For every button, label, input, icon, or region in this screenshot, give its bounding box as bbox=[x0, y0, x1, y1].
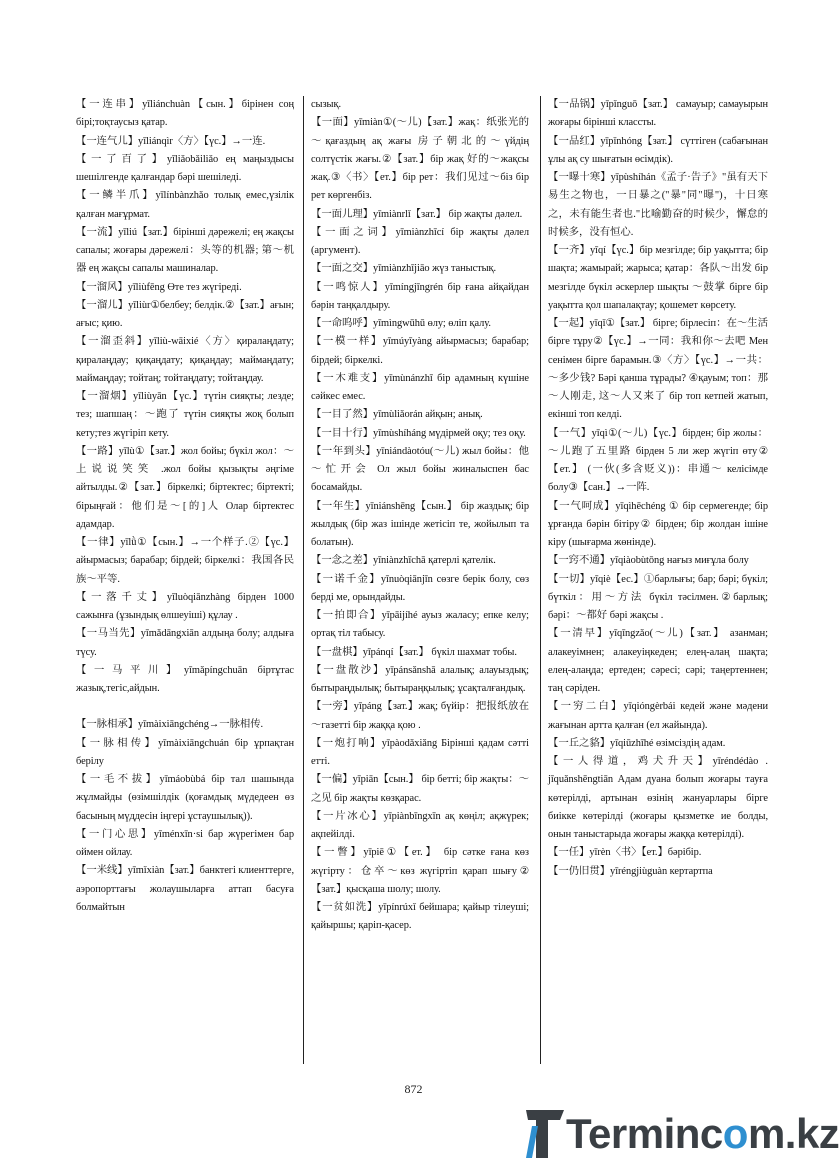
dictionary-entry: 【一连串】yīliánchuàn【сын.】бірінен соң бірі;тоқтаусыз қатар. bbox=[76, 99, 294, 129]
dictionary-entry: 【一溜风】yīliùfēng Өте тез жүгіреді. bbox=[76, 281, 242, 293]
dictionary-entry: 【一拍即合】yīpāijíhé ауыз жаласу; епке келу; ортақ тіл табысу. bbox=[311, 610, 529, 640]
dictionary-entry: 【一品红】yīpǐnhóng【зат.】 сүттіген (сабағынан ұлы ақ су шығатын өсімдік). bbox=[548, 135, 768, 165]
dictionary-entry: 【一穷二白】yīqióngèrbái кедей және мәдени жағынан артта қалған (ел жайында). bbox=[548, 701, 768, 731]
dictionary-entry: 【一任】yīrèn〈书〉【ет.】бәрібір. bbox=[548, 847, 702, 859]
dictionary-entry: 【一溜歪斜】yīliù-wāixié〈方〉қиралаңдату; қиралаңдау; қиқаңдату; қиқаңдау; маймаңдату; маймаңдау; тойтаң; тойтаңдату; тойтаңдау. bbox=[76, 336, 294, 384]
dictionary-column-left bbox=[76, 96, 294, 1068]
dictionary-entry: 【一脉相传】yīmàixiāngchuán бір ұрпақтан берілу bbox=[76, 737, 294, 767]
dictionary-entry: 【一米线】yīmǐxiàn【зат.】банктегі клиенттерге, аэропорттағы жолаушыларға аттап басуға болмайтын bbox=[76, 865, 294, 913]
dictionary-entry: 【一马当先】yīmǎdāngxiān алдыңа болу; алдыға түсу. bbox=[76, 628, 294, 658]
dictionary-entry: 【一落千丈】yīluòqiānzhàng бірден 1000 сажынға (ұзындық өлшеуіші) құлау . bbox=[76, 591, 294, 621]
dictionary-entry: 【一鳞半爪】yīlínbànzhǎo толық емес,үзілік қалған мағұрмат. bbox=[76, 190, 294, 220]
dictionary-entry: 【一面儿理】yīmiànrlǐ【зат.】 бір жақты дәлел. bbox=[311, 208, 523, 220]
logo-t-icon bbox=[522, 1106, 566, 1162]
dictionary-entry: 【一路】yīlù①【зат.】жол бойы; бүкіл жол：～上说说笑笑 .жол бойы қызықты әңгіме айтылды.②【зат.】біркелкі; біртектес; біртекті; бірыңғай：他们是～[的]人 Олар біртектес адамдар. bbox=[76, 445, 294, 530]
column-divider bbox=[303, 96, 304, 1064]
dictionary-entry: 【一瞥】yīpiē①【ет.】 бір сәтке ғана көз жүгірту：仓卒～көз жүгіртіп қарап шығу②【зат.】қысқаша шолу; шолу. bbox=[311, 847, 529, 895]
dictionary-entry: 【一曝十寒】yīpùshíhán《孟子·告子》"虽有天下易生之物也，一日暴之("暴"同"曝")，十日寒之，未有能生者也."比喻勤奋的时候少，懈怠的时候多，没有恒心. bbox=[548, 172, 768, 238]
dictionary-entry: 【一气】yīqì①(～儿)【үс.】бірден; бір жолы：～儿跑了五里路 бірден 5 ли жер жүгіп өту②【ет.】 (一伙(多含贬义))：串通～ келісімде болу③【сан.】→一阵. bbox=[548, 427, 768, 494]
dictionary-entry: 【一气呵成】yīqìhēchéng ① бір сермегенде; бір ұрғанда бәрін бітіру② бірден; бір жолдан ішіне кіру (шығарма жөнінде). bbox=[548, 500, 768, 548]
dictionary-entry: 【一旁】yīpáng【зат.】жақ; бүйір：把报纸放在～газетті бір жаққа қою . bbox=[311, 701, 529, 731]
dictionary-entry: 【一诺千金】yīnuòqiānjīn сөзге берік болу, сөз берді ме, орындайды. bbox=[311, 573, 529, 603]
dictionary-entry: 【一盘散沙】yīpánsǎnshā алалық; алауыздық; бытыраңдылық; бытыраңқылық; ұсақталғандық. bbox=[311, 664, 529, 694]
dictionary-entry: 【一毛不拔】yīmáobùbá бір тал шашында жұлмайды (өзімшілдік (қоғамдық мүдедеен өз басының мүддесін іңгері ұстаушылық)). bbox=[76, 774, 294, 822]
dictionary-entry: 【一脉相承】yīmàixiāngchéng→一脉相传. bbox=[76, 719, 264, 731]
dictionary-entry: 【一马平川】yīmǎpíngchuān біртұтас жазық,тегіс,айдын. bbox=[76, 664, 294, 694]
dictionary-entry: 【一贫如洗】yīpínrúxǐ бейшара; қайыр тілеуші; қайыршы; қаріп-қасер. bbox=[311, 902, 529, 932]
dictionary-entry: 【一面之词】yīmiànzhīcí бір жақты дәлел (аргумент). bbox=[311, 226, 529, 256]
dictionary-entry: 【一律】yīlǜ①【сын.】→一个样子.②【үс.】айырмасыз; барабар; бірдей; біркелкі：我国各民族～平等. bbox=[76, 537, 294, 585]
dictionary-entry: 【一流】yīliú【зат.】бірінші дәрежелі; ең жақсы сапалы; жоғары дәрежелі：头等的机器; 第～机器 ең жақсы сапалы машиналар. bbox=[76, 226, 294, 275]
dictionary-entry: 【一品锅】yīpǐnguō【зат.】 самауыр; самауырын жоғары бірінші класcты. bbox=[548, 99, 768, 129]
dictionary-entry: сызық. bbox=[311, 99, 342, 110]
dictionary-entry: 【一窍不通】yīqiàobùtōng нағыз миғұла болу bbox=[548, 555, 749, 567]
dictionary-entry: 【一清早】yīqīngzǎo(～儿)【зат.】 азанман; алакеуімнен; алакеуіңкеден; елең-алаң шақта; елең-алаңда; ертеден; сәресі; сәрі; таңертеннен; таң сәріден. bbox=[548, 628, 768, 694]
dictionary-entry: 【一溜烟】yīliùyān【үс.】түтін сияқты; лезде; тез; шапшаң：～跑了 түтін сияқты жоқ болып кету;тез жүгіріп кету. bbox=[76, 391, 294, 439]
dictionary-entry: 【一齐】yīqí【үс.】бір мезгілде; бір уақытта; бір шақта; жамырай; жарыса; қатар：各队～出发 бір мезгілде бүкіл әскерлер шықты ～鼓掌 бірге бір уақытта қол шапалақтау; қошемет көрсету. bbox=[548, 245, 768, 311]
dictionary-entry: 【一偏】yīpiān【сын.】 бір бетті; бір жақты：～之见 бір жақты көзқарас. bbox=[311, 774, 529, 804]
dictionary-entry: 【一连气儿】yīliánqìr〈方〉【үс.】→一连. bbox=[76, 135, 266, 147]
dictionary-entry: 【一年生】yīniánshēng【сын.】 бір жаздық; бір жылдық (бір жаз ішінде жетісіп те, жойылып та болатын). bbox=[311, 500, 529, 548]
termincom-logo bbox=[522, 1106, 839, 1162]
dictionary-entry: 【一炮打响】yīpàodǎxiǎng Бірінші қадам сәтті етті. bbox=[311, 737, 529, 767]
dictionary-entry: 【一仍旧贯】yīréngjiùguàn кертартпа bbox=[548, 865, 713, 877]
dictionary-column-right bbox=[548, 96, 768, 1068]
dictionary-entry: 【一目十行】yīmùshíháng мүдірмей оқу; тез оқу. bbox=[311, 427, 526, 439]
dictionary-entry: 【一盘棋】yīpánqí【зат.】 бүкіл шахмат тобы. bbox=[311, 646, 517, 658]
dictionary-entry: 【一模一样】yīmúyīyàng айырмасыз; барабар; бірдей; біркелкі. bbox=[311, 336, 529, 366]
dictionary-entry: 【一溜儿】yīliùr①белбеу; белдік.②【зат.】ағын; ағыс; қию. bbox=[76, 299, 294, 329]
dictionary-entry: 【一切】yīqiè【ес.】①барлығы; бар; бәрі; бүкіл; бүткіл：用～方法 бүкіл тәсілмен.②барлық; бәрі：～都好 бәрі жақсы . bbox=[548, 573, 768, 621]
dictionary-entry: 【一片冰心】yīpiànbīngxīn ақ көңіл; ақжүрек; ақпейілді. bbox=[311, 810, 529, 840]
dictionary-entry: 【一面】yīmiàn①(～儿)【зат.】жақ：纸张光的～қағаздың ақ жағы 房子朝北的～үйдің солтүстік жағы.②【зат.】бір жақ 好的～жақсы жақ.③〈书〉【ет.】бір рет：我们见过～біз бір рет көргенбіз. bbox=[311, 117, 529, 202]
dictionary-entry: 【一木难支】yīmùnánzhī бір адамның күшіне сәйкес емес. bbox=[311, 372, 529, 402]
dictionary-entry: 【一年到头】yīniándàotóu(～儿) жыл бойы：他～忙开会 Ол жыл бойы жиналыспен бас босамайды. bbox=[311, 445, 529, 494]
dictionary-entry: 【一丘之貉】yīqiūzhīhé өзімсіздің адам. bbox=[548, 737, 726, 749]
dictionary-entry: 【一起】yīqǐ①【зат.】 бірге; бірлесіп：在～生活 бірге тұру②【үс.】→一同：我和你～去吧 Мен сенімен бірге барамын.③〈方〉【үс.】→一共：～多少钱? Бәрі қанша тұрады? ④қауым; топ：那～人刚走, 这～人又来了 бір топ кетпей жатып, екінші топ келді. bbox=[548, 318, 768, 421]
dictionary-entry: 【一门心思】yīménxīn·si бар жүрегімен бар оймен ойлау. bbox=[76, 828, 294, 858]
column-divider bbox=[540, 96, 541, 1064]
dictionary-entry: 【一命呜呼】yīmìngwūhū өлу; өліп қалу. bbox=[311, 318, 491, 329]
page-number: 872 bbox=[404, 1082, 423, 1096]
dictionary-column-middle bbox=[311, 96, 529, 1068]
dictionary-entry: 【一目了然】yīmùliǎorán айқын; анық. bbox=[311, 409, 483, 421]
dictionary-entry: 【一了百了】yīliǎobǎiliǎo ең маңыздысы шешілгенде қалғандар бәрі шешіледі. bbox=[76, 153, 294, 183]
dictionary-entry: 【一念之差】yīniànzhīchā қатерлі қателік. bbox=[311, 555, 496, 567]
dictionary-entry: 【一鸣惊人】yīmíngjīngrén бір ғана айқайдан бәрін таңқалдыру. bbox=[311, 281, 529, 311]
dictionary-entry: 【一人得道，鸡犬升天】yīréndédào . jīquǎnshēngtiān Адам дуана болып жоғары тауға көтерілді, артынан өзінің жануарлары бірге биікке көтерілді (жоғары қызметке ие болды, онын таныстарыда жоғары жаққа көтерілді). bbox=[548, 756, 768, 840]
dictionary-entry: 【一面之交】yīmiànzhījiāo жүз таныстық. bbox=[311, 263, 497, 275]
logo-wordmark: Termincom.kz bbox=[566, 1110, 839, 1157]
